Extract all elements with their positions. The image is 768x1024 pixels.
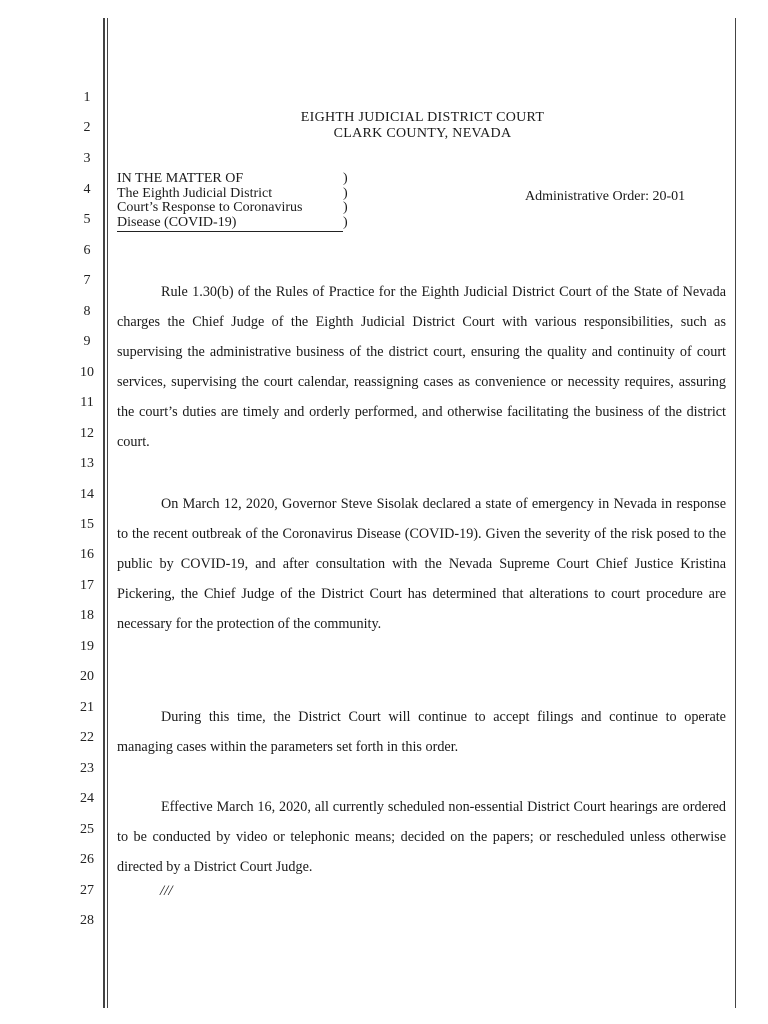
line-number: 7 [83, 273, 91, 288]
body-paragraph-2 [117, 489, 726, 639]
body-paragraph-3 [117, 702, 726, 762]
body-paragraph-1 [117, 277, 726, 457]
line-number: 9 [83, 334, 91, 349]
paragraph-text: Effective March 16, 2020, all currently scheduled non-essential District Court hearings are ordered to be conducted by video or telephonic means; decided on the papers; or rescheduled unless otherwise directed by a District Court Judge. [117, 799, 726, 875]
line-number: 20 [80, 669, 94, 684]
line-number: 11 [80, 395, 94, 410]
right-margin-rule [735, 18, 736, 1008]
caption-text: The Eighth Judicial District [117, 185, 273, 201]
line-number: 22 [80, 730, 94, 745]
left-margin-rule [103, 18, 105, 1008]
line-number: 27 [80, 883, 94, 898]
caption-line [117, 172, 357, 187]
line-number: 16 [80, 547, 94, 562]
caption-text: Court’s Response to Coronavirus [117, 200, 303, 215]
line-number: 25 [80, 822, 94, 837]
body-paragraph-4 [117, 792, 726, 882]
paragraph-text: During this time, the District Court will continue to accept filings and continue to operate managing cases within the parameters set forth in this order. [117, 709, 726, 755]
caption-paren: ) [343, 171, 348, 186]
caption-line [117, 187, 357, 202]
caption-paren: ) [343, 214, 348, 230]
line-number: 18 [80, 608, 94, 623]
line-number: 19 [80, 639, 94, 654]
line-number: 23 [80, 761, 94, 776]
line-number: 26 [80, 852, 94, 867]
line-number: 6 [83, 243, 91, 258]
paragraph-text: Rule 1.30(b) of the Rules of Practice for the Eighth Judicial District Court of the State of Nevada charges the Chief Judge of the Eighth Judicial District Court with various responsibilities, such as supervising the administrative business of the district court, ensuring the quality and continuity of court services, supervising the court calendar, reassigning cases as convenience or necessity requires, assuring the court’s duties are timely and orderly performed, and otherwise facilitating the business of the district court. [117, 284, 726, 450]
caption-underline [117, 231, 343, 232]
paragraph-text: On March 12, 2020, Governor Steve Sisolak declared a state of emergency in Nevada in response to the recent outbreak of the Coronavirus Disease (COVID-19). Given the severity of the risk posed to the public by COVID-19, and after consultation with the Nevada Supreme Court Chief Justice Kristina Pickering, the Chief Judge of the District Court has determined that alterations to court procedure are necessary for the protection of the community. [117, 496, 726, 632]
left-margin-rule-inner [107, 18, 108, 1008]
caption-paren: ) [343, 185, 348, 201]
court-county: CLARK COUNTY, NEVADA [333, 126, 512, 141]
line-number: 3 [83, 151, 91, 166]
line-number: 28 [80, 913, 94, 928]
line-number: 5 [83, 212, 91, 227]
continuation-mark: /// [160, 883, 173, 899]
line-number: 21 [80, 700, 94, 715]
line-number: 14 [80, 487, 94, 502]
caption-text: Disease (COVID-19) [117, 214, 237, 230]
court-name: EIGHTH JUDICIAL DISTRICT COURT [300, 110, 545, 125]
caption-line [117, 216, 357, 231]
line-number: 17 [80, 578, 94, 593]
line-number: 1 [83, 90, 91, 105]
administrative-order-number: Administrative Order: 20-01 [525, 189, 686, 204]
line-number: 8 [83, 304, 91, 319]
line-number: 15 [80, 517, 94, 532]
line-number: 10 [80, 365, 94, 380]
line-number: 24 [80, 791, 94, 806]
caption-line [117, 201, 357, 216]
line-number: 4 [83, 182, 91, 197]
caption-paren: ) [343, 200, 348, 215]
line-number: 12 [80, 426, 94, 441]
caption-text: IN THE MATTER OF [117, 171, 244, 186]
line-number: 13 [80, 456, 94, 471]
line-number: 2 [83, 120, 91, 135]
case-caption [117, 172, 357, 230]
